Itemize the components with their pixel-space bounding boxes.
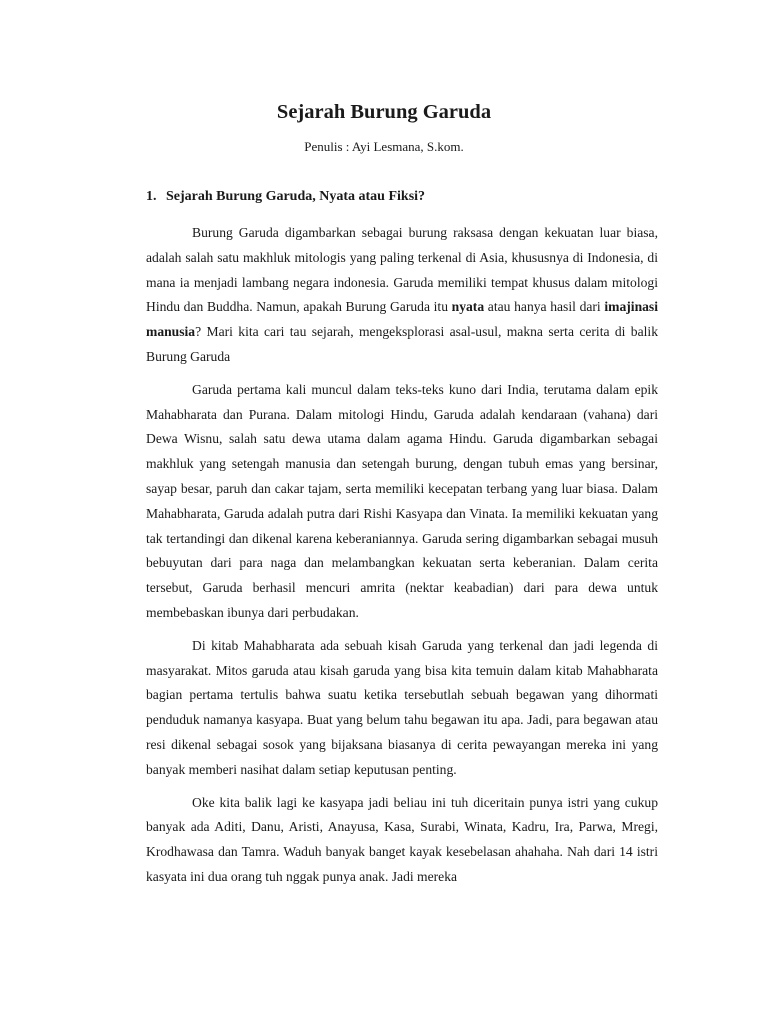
section-heading bbox=[146, 189, 425, 205]
paragraph-4: Oke kita balik lagi ke kasyapa jadi beliau ini tuh diceritain punya istri yang cukup banyak ada Aditi, Danu, Aristi, Anayusa, Kasa, Surabi, Winata, Kadru, Ira, Parwa, Mregi, Krodhawasa dan Tamra. Waduh banyak banget kayak kesebelasan ahahaha. Nah dari 14 istri kasyata ini dua orang tuh nggak punya anak. Jadi mereka bbox=[146, 794, 658, 884]
paragraph-3: Di kitab Mahabharata ada sebuah kisah Garuda yang terkenal dan jadi legenda di masyarakat. Mitos garuda atau kisah garuda yang bisa kita temuin dalam kitab Mahabharata bagian pertama tertulis bahwa suatu ketika tersebutlah sebuah begawan yang dihormati penduduk namanya kasyapa. Buat yang belum tahu begawan itu apa. Jadi, para begawan atau resi dikenal sebagai sosok yang bijaksana biasanya di cerita pewayangan mereka ini yang banyak memberi nasihat dalam setiap keputusan penting. bbox=[146, 637, 658, 777]
paragraph-2: Garuda pertama kali muncul dalam teks-teks kuno dari India, terutama dalam epik Mahabharata dan Purana. Dalam mitologi Hindu, Garuda adalah kendaraan (vahana) dari Dewa Wisnu, salah satu dewa utama dalam agama Hindu. Garuda digambarkan sebagai makhluk yang setengah manusia dan setengah burung, dengan tubuh emas yang bersinar, sayap besar, paruh dan cakar tajam, serta memiliki kecepatan terbang yang luar biasa. Dalam Mahabharata, Garuda adalah putra dari Rishi Kasyapa dan Vinata. Ia memiliki kekuatan yang tak tertandingi dan dikenal karena keberaniannya. Garuda sering digambarkan sebagai musuh bebuyutan dari para naga dan melambangkan kekuatan serta keberanian. Dalam cerita tersebut, Garuda berhasil mencuri amrita (nektar keabadian) dari para dewa untuk membebaskan ibunya dari perbudakan. bbox=[146, 381, 658, 620]
author-line: Penulis : Ayi Lesmana, S.kom. bbox=[304, 139, 464, 154]
paragraph-1-text-c: ? Mari kita cari tau sejarah, mengeksplorasi asal-usul, makna serta cerita di balik Burung Garuda bbox=[146, 324, 658, 364]
paragraph-1-bold-imajinasi: imajinasi manusia bbox=[146, 299, 658, 340]
paragraph-1 bbox=[146, 221, 658, 370]
document-body bbox=[146, 221, 658, 898]
section-heading-text: Sejarah Burung Garuda, Nyata atau Fiksi? bbox=[166, 189, 426, 204]
paragraph-1-bold-nyata: nyata bbox=[451, 299, 485, 315]
paragraph-1-text-a: Burung Garuda digambarkan sebagai burung raksasa dengan kekuatan luar biasa, adalah salah satu makhluk mitologis yang paling terkenal di Asia, khususnya di Indonesia, di mana ia menjadi lambang negara indonesia. Garuda memiliki tempat khusus dalam mitologi Hindu dan Buddha. Namun, apakah Burung Garuda itu bbox=[146, 225, 658, 315]
section-number: 1. bbox=[146, 189, 157, 204]
document-title: Sejarah Burung Garuda bbox=[276, 101, 492, 123]
paragraph-1-text-b: atau hanya hasil dari bbox=[484, 299, 605, 315]
